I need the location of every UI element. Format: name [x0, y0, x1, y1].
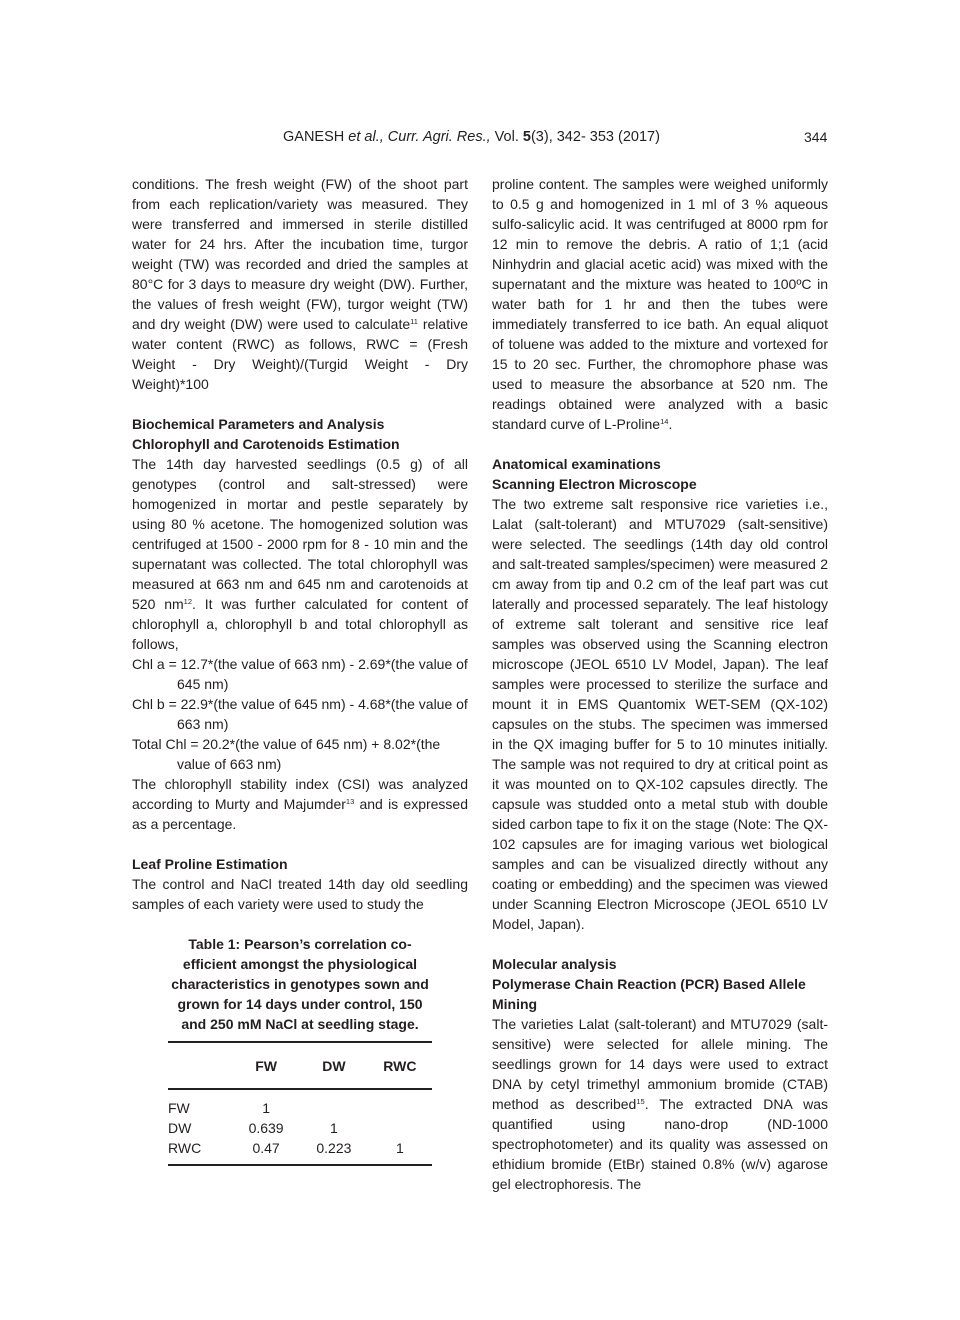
- running-header: [0, 129, 960, 149]
- heading-pcr: Polymerase Chain Reaction (PCR) Based Allele Mining: [492, 976, 806, 1012]
- heading-sem: Scanning Electron Microscope: [492, 476, 697, 492]
- table-cell: [368, 1118, 432, 1138]
- table-cell: 1: [395, 1140, 404, 1156]
- row-label: RWC: [168, 1140, 202, 1156]
- table-cell: 0.47: [252, 1140, 280, 1156]
- heading-anatomical: Anatomical examinations: [492, 456, 661, 472]
- equation-chl-a: Chl a = 12.7*(the value of 663 nm) - 2.69*(the value of 645 nm): [132, 656, 468, 692]
- author: GANESH: [283, 129, 345, 145]
- table-cell: 1: [329, 1120, 338, 1136]
- heading-biochemical: Biochemical Parameters and Analysis: [132, 416, 385, 432]
- pcr-text: The varieties Lalat (salt-tolerant) and MTU7029 (salt-sensitive) were selected for allele mining. The seedlings grown for 14 days were used to extract DNA by cetyl trimethyl ammonium bromide (CTAB) method as described: [492, 1016, 828, 1112]
- issue-pages: (3), 342- 353 (2017): [530, 129, 660, 145]
- ref-14: 14: [660, 417, 669, 426]
- header-cell: RWC: [383, 1057, 417, 1074]
- header-cell: [168, 1042, 232, 1089]
- rwc-text: conditions. The fresh weight (FW) of the shoot part from each replication/variety was measured. They were transferred and immersed in sterile distilled water for 24 hrs. After the incubation time, turgor weight (TW) was recorded and dried the samples at 80°C for 3 days to measure dry weight (DW). Further, the values of fresh weight (FW), turgor weight (TW) and dry weight (DW) were used to calculate: [132, 176, 468, 332]
- chlorophyll-paragraph: [132, 454, 468, 654]
- journal-name: Curr. Agri. Res.,: [387, 129, 491, 145]
- row-label: DW: [168, 1120, 192, 1136]
- et-al: et al.,: [348, 129, 384, 145]
- chlorophyll-text: The 14th day harvested seedlings (0.5 g) of all genotypes (control and salt-stressed) were homogenized in mortar and pestle separately by using 80 % acetone. The homogenized solution was centrifuged at 1500 - 2000 rpm for 8 - 10 min and the supernatant was collected. The total chlorophyll was measured at 663 nm and 645 nm and carotenoids at 520 nm: [132, 456, 468, 612]
- left-column: [132, 174, 468, 1166]
- equation-chl-b: Chl b = 22.9*(the value of 645 nm) - 4.68*(the value of 663 nm): [132, 696, 468, 732]
- volume-label: Vol.: [494, 129, 519, 145]
- page-number: 344: [804, 129, 828, 145]
- row-label: FW: [168, 1100, 190, 1116]
- header-cell: DW: [322, 1057, 346, 1074]
- table-header-row: [168, 1042, 432, 1089]
- heading-chlorophyll: Chlorophyll and Carotenoids Estimation: [132, 436, 400, 452]
- pcr-paragraph: [492, 1014, 828, 1194]
- sem-paragraph: The two extreme salt responsive rice varieties i.e., Lalat (salt-tolerant) and MTU7029 (salt-sensitive) were selected. The seedlings (14th day old control and salt-treated samples/specimen) were measured 2 cm away from tip and 0.2 cm of the leaf part was cut laterally and processed separately. The leaf histology of extreme salt tolerant and sensitive rice leaf samples was observed using the Scanning electron microscope (JEOL 6510 LV Model, Japan). The leaf samples were processed to sterilize the surface and mount it in EMS Quantomix WET-SEM (QX-102) capsules on the stubs. The specimen was immersed in the QX imaging buffer for 5 to 10 minutes initially. The sample was not required to dry at critical point as it was mounted on to QX-102 capsules directly. The capsule was studded onto a metal stub with double sided carbon tape to fix it on the stage (Note: The QX-102 capsules are for imaging various wet biological samples and can be visualized directly without any coating or embedding) and the specimen was viewed under Scanning Electron Microscope (JEOL 6510 LV Model, Japan).: [492, 496, 828, 932]
- table-row: [168, 1138, 432, 1165]
- table-cell: [300, 1089, 368, 1118]
- correlation-table: [168, 1041, 432, 1166]
- table-row: [168, 1118, 432, 1138]
- table-cell: 1: [262, 1100, 270, 1116]
- citation-line: [283, 129, 660, 145]
- ref-11: 11: [410, 317, 418, 326]
- ref-12: 12: [183, 597, 193, 606]
- equation-total-chl: Total Chl = 20.2*(the value of 645 nm) + 8.02*(the value of 663 nm): [132, 736, 441, 772]
- table-cell: 0.223: [316, 1140, 352, 1156]
- csi-text: The chlorophyll stability index (CSI) was analyzed according to Murty and Majumder: [132, 776, 468, 812]
- rwc-paragraph: [132, 174, 468, 394]
- table-caption: Table 1: Pearson’s correlation co-efficient amongst the physiological characteristics in genotypes sown and grown for 14 days under control, 150 and 250 mM NaCl at seedling stage.: [171, 936, 429, 1032]
- csi-text-tail: and is expressed as a percentage.: [132, 796, 468, 832]
- pcr-text-tail: . The extracted DNA was quantified using nano-drop (ND-1000 spectrophotometer) and its quality was assessed on ethidium bromide (EtBr) stained 0.8% (w/v) agarose gel electrophoresis. The: [492, 1096, 829, 1192]
- ref-15: 15: [636, 1097, 645, 1106]
- right-column: [492, 174, 828, 1194]
- proline-paragraph: The control and NaCl treated 14th day old seedling samples of each variety were used to study the: [132, 876, 468, 912]
- heading-proline: Leaf Proline Estimation: [132, 856, 288, 872]
- header-cell: FW: [255, 1057, 277, 1074]
- heading-molecular: Molecular analysis: [492, 956, 617, 972]
- table-row: [168, 1089, 432, 1118]
- proline-method-tail: .: [668, 416, 673, 432]
- volume-number: 5: [522, 129, 531, 145]
- table-cell: [368, 1089, 432, 1118]
- chlorophyll-text-tail: . It was further calculated for content of chlorophyll a, chlorophyll b and total chlorophyll as follows,: [132, 596, 469, 652]
- csi-paragraph: [132, 774, 468, 834]
- rwc-text-tail: relative water content (RWC) as follows, RWC = (Fresh Weight - Dry Weight)/(Turgid Weight - Dry Weight)*100: [132, 316, 468, 392]
- table-cell: 0.639: [248, 1120, 284, 1136]
- proline-method-text: proline content. The samples were weighed uniformly to 0.5 g and homogenized in 1 ml of 3 % aqueous sulfo-salicylic acid. It was centrifuged at 8000 rpm for 12 min to remove the debris. A ratio of 1;1 (acid Ninhydrin and glacial acetic acid) was mixed with the supernatant and the mixture was heated to 100ºC in water bath for 1 hr and then the tubes were immediately transferred to ice bath. An equal aliquot of toluene was added to the mixture and vortexed for 15 to 20 sec. Further, the chromophore phase was used to measure the absorbance at 520 nm. The readings obtained were analyzed with a basic standard curve of L-Proline: [492, 176, 828, 432]
- ref-13: 13: [345, 797, 355, 806]
- proline-method-paragraph: [492, 174, 828, 434]
